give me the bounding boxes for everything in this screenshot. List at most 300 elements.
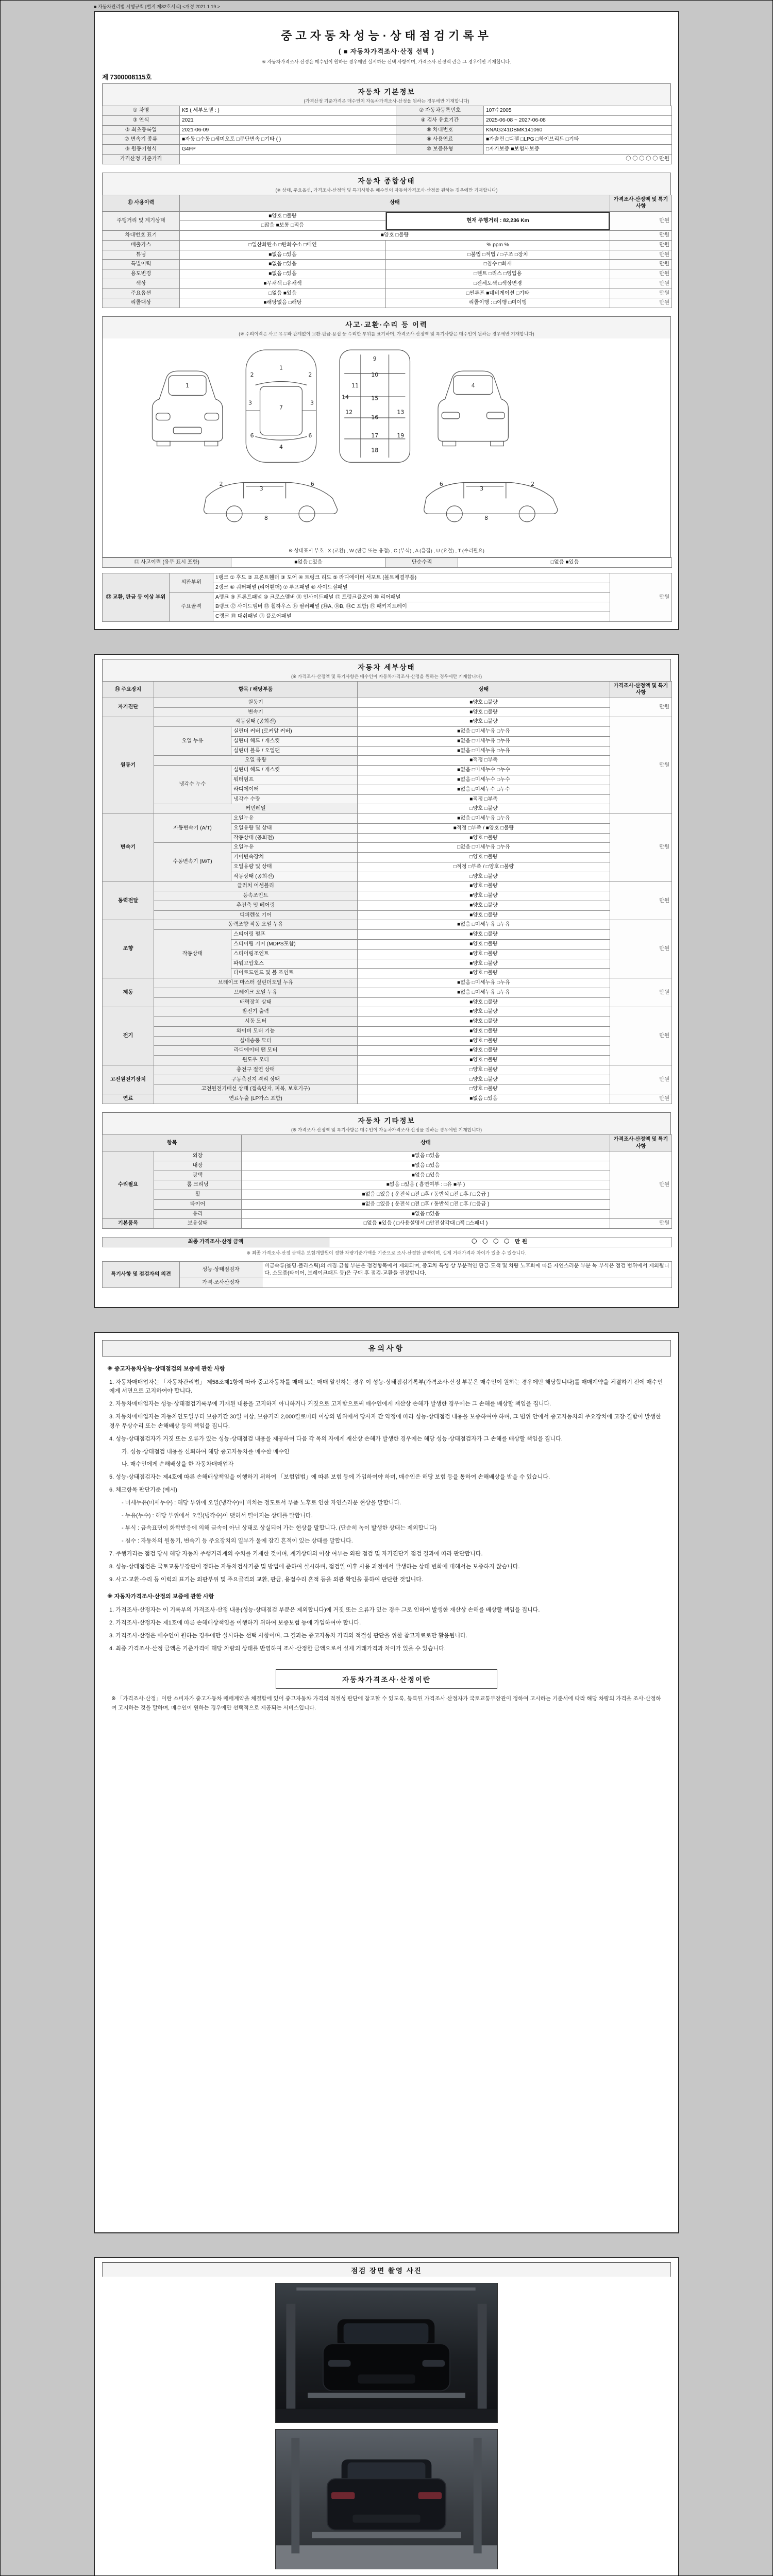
cell: 만원 <box>610 269 672 279</box>
cell: 가격산정 기준가격 <box>103 154 180 164</box>
detail-condition-table <box>102 681 672 1104</box>
cell: 원동기 <box>103 717 154 814</box>
checkbox-cell[interactable]: ■양호 □불량 <box>358 1036 610 1046</box>
checkbox-cell[interactable]: □양호 □불량 <box>358 1065 610 1075</box>
cell: 만원 <box>610 573 672 622</box>
checkbox-cell[interactable]: ■없음 □있음 <box>242 1161 610 1171</box>
diagram-part-number: 6 <box>439 481 443 488</box>
inspection-photo-front <box>275 2283 498 2423</box>
checkbox-cell[interactable]: ■없음 □미세누유 □누유 <box>358 746 610 756</box>
notice-title: 유의사항 <box>102 1340 671 1357</box>
cell: 커먼레일 <box>154 804 358 814</box>
cell: 만원 <box>610 814 672 882</box>
checkbox-cell[interactable]: ■양호 □불량 <box>358 833 610 843</box>
cell: 변속기 <box>154 707 358 717</box>
checkbox-cell[interactable]: □양호 □불량 <box>358 872 610 882</box>
cell: 실린더 커버 (로커암 커버) <box>231 727 358 737</box>
base-price: 〇 〇 〇 〇 〇 만원 <box>180 154 672 164</box>
table-row <box>103 115 672 125</box>
cell: 타이로드엔드 및 볼 조인트 <box>231 969 358 978</box>
notice-line: ※ 자동차가격조사·산정의 보증에 관한 사항 <box>107 1594 214 1600</box>
checkbox-cell[interactable]: ■없음 □있음 <box>242 1171 610 1180</box>
section-note-detail: (※ 가격조사·산정액 및 특기사항은 매수인이 자동차가격조사·산정을 원하는 경우에만 기재합니다) <box>291 673 482 679</box>
checkbox-cell[interactable]: ■양호 □불량 <box>358 930 610 940</box>
cell: 만원 <box>610 260 672 269</box>
checkbox-cell[interactable]: ■없음 □있음 <box>180 269 386 279</box>
document-number: 제 7300008115호 <box>102 74 152 81</box>
page-gap <box>1 2233 772 2257</box>
checkbox-cell[interactable]: □양호 □불량 <box>358 1075 610 1084</box>
checkbox-cell[interactable]: ■없음 □미세누유 □누유 <box>358 736 610 746</box>
cell: ③ 연식 <box>103 115 180 125</box>
table-row <box>103 1151 672 1161</box>
cell: ⑩ 보증유형 <box>396 145 484 155</box>
appraiser-opinion <box>262 1278 672 1288</box>
checkbox-cell[interactable]: ■양호 □불량 <box>358 939 610 949</box>
accident-parts-table <box>102 573 672 622</box>
checkbox-cell[interactable]: ■양호 □불량 <box>358 882 610 891</box>
checkbox-cell[interactable]: □없음 ■있음 <box>180 289 386 298</box>
notice-line: 1. 자동차매매업자는 「자동차관리법」 제58조제1항에 따라 중고자동차를 매매 또는 매매 알선하는 경우 이 성능·상태점검기록부(가격조사·산정 부분은 매수인이 원하는 경우에만 해당합니다)를 매매계약을 체결하기 전에 매수인에게 서면으로 고지하여야 합니다. <box>109 1379 663 1395</box>
table-row <box>103 882 672 891</box>
section-header-accident <box>102 316 671 338</box>
notice-line: 4. 최종 가격조사·산정 금액은 기준가격에 해당 차량의 상태를 반영하여 조사·산정한 금액으로서 실제 거래가격과 차이가 있을 수 있습니다. <box>109 1645 446 1652</box>
diagram-part-number: 18 <box>371 447 379 454</box>
table-row <box>103 698 672 707</box>
notice-line: 1. 가격조사·산정자는 이 기록부의 가격조사·산정 내용(성능·상태점검 부분은 제외합니다)에 거짓 또는 오류가 있는 경우 그로 인하여 발생한 재산상 손해를 배상할 책임을 집니다. <box>109 1607 540 1614</box>
table-row <box>103 1065 672 1075</box>
checkbox-cell[interactable]: ■양호 □불량 <box>358 997 610 1007</box>
table-row <box>103 125 672 135</box>
checkbox-cell[interactable]: □적정 □부족 / □양호 □불량 <box>358 862 610 872</box>
header-cell: 가격조사·산정액 및 특기사항 <box>610 1135 672 1151</box>
checkbox-cell[interactable]: ■양호 □불량 <box>358 698 610 707</box>
table-row <box>103 804 672 814</box>
table-row <box>103 978 672 988</box>
cell: 자기진단 <box>103 698 154 717</box>
cell: 제동 <box>103 978 154 1007</box>
table-row <box>103 1084 672 1094</box>
table-row <box>103 289 672 298</box>
car-side-view-right <box>424 483 558 522</box>
table-row <box>103 681 672 698</box>
table-row <box>103 1238 672 1247</box>
table-row <box>103 1036 672 1046</box>
cell: 주행거리 및 계기상태 <box>103 211 180 231</box>
cell: 특기사항 및 점검자의 의견 <box>103 1261 180 1287</box>
table-row <box>103 211 672 221</box>
table-row <box>103 756 672 766</box>
cell: 특별이력 <box>103 260 180 269</box>
price-appraisal-definition-title: 자동차가격조사·산정이란 <box>276 1669 497 1689</box>
checkbox-cell[interactable]: ■무채색 □유채색 <box>180 279 386 289</box>
table-row <box>103 1161 672 1171</box>
cell: ⑤ 최초등록일 <box>103 125 180 135</box>
table-row <box>103 260 672 269</box>
panel-photos <box>94 2257 679 2576</box>
notice-line: 5. 성능·상태점검자는 제4호에 따른 손해배상책임을 이행하기 위하여 「보험업법」에 따른 보험 등에 가입하여야 하며, 매수인은 해당 보험 등을 통하여 손해배상을 받을 수 있습니다. <box>109 1474 550 1481</box>
section-note-accident: (※ 수리이력은 사고 유무와 관계없이 교환·판금·용접 등 수리한 부위를 표기하며, 가격조사·산정액 및 특기사항은 매수인이 원하는 경우에만 기재합니다) <box>239 331 534 337</box>
cell: ① 차명 <box>103 106 180 116</box>
notice-line: - 부식 : 금속표면이 화학반응에 의해 금속이 아닌 상태로 상실되어 가는 현상을 말합니다. (단순히 녹이 발생한 상태는 제외합니다) <box>122 1525 436 1532</box>
cell: ⑥ 차대번호 <box>396 125 484 135</box>
table-row <box>103 269 672 279</box>
cell: 만원 <box>610 978 672 1007</box>
table-row <box>103 988 672 997</box>
checkbox-cell[interactable]: □썬루프 ■네비게이션 □기타 <box>386 289 610 298</box>
table-row <box>103 766 672 775</box>
cell: 용도변경 <box>103 269 180 279</box>
cell: 만원 <box>610 920 672 978</box>
cell: 색상 <box>103 279 180 289</box>
section-title-accident: 사고·교환·수리 등 이력 <box>345 321 428 329</box>
checkbox-cell[interactable]: ■없음 □있음 <box>180 250 386 260</box>
cell: 만원 <box>610 717 672 814</box>
checkbox-cell[interactable]: ■양호 □불량 <box>358 1007 610 1017</box>
cell: 최종 가격조사·산정 금액 <box>103 1238 329 1247</box>
section-header-overall <box>102 173 671 195</box>
cell: 단순수리 <box>386 558 458 568</box>
notice-line: - 침수 : 자동차의 원동기, 변속기 등 주요장치의 일부가 물에 잠긴 흔적이 있는 상태를 말합니다. <box>122 1538 353 1545</box>
checkbox-cell[interactable]: □전체도색 □색상변경 <box>386 279 610 289</box>
checkbox-cell[interactable]: □불법 □적법 / □구조 □장치 <box>386 250 610 260</box>
final-price-table <box>102 1237 672 1247</box>
diagram-legend: ※ 상태표시 부호 : X (교환) , W (판금 또는 용접) , C (부식) , A (흠집) , U (요철) , T (수리필요) <box>289 548 484 554</box>
diagram-part-number: 4 <box>279 444 283 451</box>
cell: 실내송풍 모터 <box>154 1036 358 1046</box>
diagram-part-number: 6 <box>308 432 312 439</box>
car-diagram-svg <box>129 343 644 545</box>
checkbox-cell[interactable]: ■없음 □있음 ( 운전석 □전 □후 / 동반석 □전 □후 / □응급 ) <box>242 1190 610 1200</box>
checkbox-cell[interactable]: ■양호 □불량 <box>180 231 610 241</box>
cell: 등속조인트 <box>154 891 358 901</box>
cell: 충전구 절연 상태 <box>154 1065 358 1075</box>
diagram-part-number: 17 <box>371 432 379 439</box>
checkbox-cell[interactable]: ■없음 □있음 <box>358 1094 610 1104</box>
cell: 타이어 <box>154 1199 242 1209</box>
cell: 브레이크 오일 누유 <box>154 988 358 997</box>
diagram-part-number: 6 <box>250 432 254 439</box>
header-cell: 상태 <box>180 195 610 211</box>
registration-number: 107수2005 <box>484 106 672 116</box>
header-cell: 가격조사·산정액 및 특기사항 <box>610 195 672 211</box>
document-title: 중고자동차성능·상태점검기록부 <box>281 29 492 42</box>
diagram-part-number: 4 <box>471 382 475 389</box>
table-row <box>103 145 672 155</box>
diagram-part-number: 16 <box>371 414 379 421</box>
checkbox-cell[interactable]: ■없음 □있음 <box>180 260 386 269</box>
notice-line: - 누유(누수) : 해당 부위에서 오일(냉각수)이 맺혀서 떨어지는 상태를 말합니다. <box>122 1512 313 1519</box>
car-side-view-left <box>204 483 337 522</box>
photo-front-illustration <box>276 2283 497 2422</box>
checkbox-cell[interactable]: ■적정 □부족 <box>358 756 610 766</box>
cell: 오일유량 및 상태 <box>231 862 358 872</box>
cell: ⑬ 교환, 판금 등 이상 부위 <box>103 573 170 622</box>
cell: C랭크 ⑮ 대쉬패널 ⑯ 플로어패널 <box>213 612 610 622</box>
checkbox-cell[interactable]: ■양호 □불량 <box>358 1056 610 1065</box>
panel-basic-info <box>94 11 679 630</box>
vin: KNAG241DBMK141060 <box>484 125 672 135</box>
cell: 원동기 <box>154 698 358 707</box>
section-title-basic: 자동차 기본정보 <box>358 88 415 96</box>
table-row <box>103 573 672 583</box>
table-row <box>103 920 672 930</box>
table-row <box>103 1094 672 1104</box>
checkbox-cell[interactable]: ■양호 □불량 <box>180 211 386 221</box>
diagram-part-number: 2 <box>250 371 254 379</box>
checkbox-cell[interactable]: ■없음 □미세누수 □누수 <box>358 766 610 775</box>
cell: 외판부위 <box>170 573 213 593</box>
checkbox-cell[interactable]: ■양호 □불량 <box>358 959 610 969</box>
cell: 스티어링조인트 <box>231 949 358 959</box>
cell: 추진축 및 베어링 <box>154 901 358 910</box>
diagram-part-number: 8 <box>484 515 489 522</box>
checkbox-cell[interactable]: ■적정 □부족 / ■양호 □불량 <box>358 823 610 833</box>
overall-condition-table <box>102 195 672 309</box>
checkbox-cell[interactable]: ■없음 □미세누유 □누유 <box>358 814 610 824</box>
table-row <box>103 1046 672 1056</box>
checkbox-cell[interactable]: ■없음 □있음 ( 흡연여부 : □유 ■무 ) <box>242 1180 610 1190</box>
cell: 냉각수 수량 <box>231 794 358 804</box>
checkbox-cell[interactable]: 리콜이행 : □이행 □미이행 <box>386 298 610 308</box>
final-price-note: ※ 최종 가격조사·산정 금액은 보험개발원이 정한 차량기준가액을 기준으로 조사·산정한 금액이며, 실제 거래가격과 차이가 있을 수 있습니다. <box>246 1250 527 1256</box>
header-cell: ⑭ 주요장치 <box>103 681 154 698</box>
cell: 배출가스 <box>103 240 180 250</box>
checkbox-cell[interactable]: ■해당없음 □해당 <box>180 298 386 308</box>
cell: 수리필요 <box>103 1151 154 1219</box>
cell: B랭크 ⑫ 사이드멤버 ⑬ 휠하우스 ⑭ 필러패널 (⑭A, ⑭B, ⑭C 포함) ⑲ 패키지트레이 <box>213 602 610 612</box>
diagram-part-number: 14 <box>342 394 349 401</box>
table-row <box>103 250 672 260</box>
cell: 수동변속기 (M/T) <box>154 843 231 882</box>
checkbox-cell[interactable]: ■없음 □있음 <box>242 1151 610 1161</box>
cell: 만원 <box>610 211 672 231</box>
checkbox-cell[interactable]: ■양호 □불량 <box>358 949 610 959</box>
cell: 광택 <box>154 1171 242 1180</box>
cell: 스티어링 펌프 <box>231 930 358 940</box>
panel-notice <box>94 1332 679 2233</box>
cell: 1랭크 ① 후드 ② 프론트휀더 ③ 도어 ④ 트렁크 리드 ⑤ 라디에이터 서포트 (볼트체결부품) <box>213 573 610 583</box>
table-row <box>103 1209 672 1219</box>
checkbox-cell[interactable]: ■없음 □미세누수 □누수 <box>358 785 610 794</box>
checkbox-cell[interactable]: □자가보증 ■보험사보증 <box>484 145 672 155</box>
checkbox-cell[interactable]: ■양호 □불량 <box>358 717 610 727</box>
table-row <box>103 106 672 116</box>
cell: 유리 <box>154 1209 242 1219</box>
checkbox-cell[interactable]: ■없음 □미세누수 □누수 <box>358 775 610 785</box>
table-row <box>103 1199 672 1209</box>
notice-line: 3. 가격조사·산정은 매수인이 원하는 경우에만 실시하는 선택 사항이며, 그 결과는 중고자동차 가격의 적절성 판단을 위한 참고자료로만 활용됩니다. <box>109 1632 467 1639</box>
cell: 자동변속기 (A/T) <box>154 814 231 843</box>
checkbox-cell[interactable]: ■양호 □불량 <box>358 910 610 920</box>
cell: 보유상태 <box>154 1219 242 1229</box>
notice-line: 3. 자동차매매업자는 자동차인도일부터 보증기간 30일 이상, 보증거리 2,000킬로미터 이상의 범위에서 당사자 간 약정에 따라 성능·상태점검 내용을 보증하여야 하며, 그 범위 안에서 중고자동차의 주요장치에 고장·결함이 발생한 경우 무상수리 또는 손해배상 등의 책임을 집니다. <box>109 1414 661 1429</box>
cell: 워터펌프 <box>231 775 358 785</box>
table-row <box>103 558 672 568</box>
notice-line: - 미세누유(미세누수) : 해당 부위에 오일(냉각수)이 비치는 정도로서 부품 노후로 인한 자연스러운 현상을 말합니다. <box>122 1499 401 1506</box>
cell: 오일유량 및 상태 <box>231 823 358 833</box>
notice-line: 6. 체크항목 판단기준 (예시) <box>109 1486 177 1493</box>
diagram-part-number: 3 <box>310 399 314 406</box>
cell: 만원 <box>610 289 672 298</box>
accident-history-table <box>102 557 672 568</box>
header-cell: ⑪ 사용이력 <box>103 195 180 211</box>
checkbox-cell[interactable]: ■없음 □미세누유 □누유 <box>358 988 610 997</box>
car-damage-diagram <box>102 338 671 557</box>
cell: 전기 <box>103 1007 154 1065</box>
table-row <box>103 1180 672 1190</box>
table-row <box>103 727 672 737</box>
cell: 룸 크리닝 <box>154 1180 242 1190</box>
current-mileage: 현재 주행거리 : 82,236 Km <box>386 211 610 231</box>
checkbox-cell[interactable]: ■없음 □미세누유 □누유 <box>358 727 610 737</box>
table-row <box>103 997 672 1007</box>
table-row <box>103 231 672 241</box>
cell: 조향 <box>103 920 154 978</box>
checkbox-cell[interactable]: □양호 □불량 <box>358 853 610 862</box>
diagram-part-number: 15 <box>371 395 379 402</box>
cell: ② 자동차등록번호 <box>396 106 484 116</box>
cell: 발전기 출력 <box>154 1007 358 1017</box>
basic-info-table <box>102 106 672 164</box>
cell: 주요골격 <box>170 592 213 621</box>
checkbox-cell[interactable]: □없음 ■있음 <box>458 558 672 568</box>
notice-line: 8. 성능·상태점검은 국토교통부장관이 정하는 자동차검사기준 및 방법에 준하여 실시하며, 점검일 이후 사용 과정에서 발생하는 상태 변화에 대해서는 보증하지 않습니다. <box>109 1563 520 1570</box>
checkbox-cell[interactable]: □양호 □불량 <box>358 804 610 814</box>
cell: 오일누유 <box>231 814 358 824</box>
checkbox-cell[interactable]: □양호 □불량 <box>358 1084 610 1094</box>
notice-line: 4. 성능·상태점검자가 거짓 또는 오류가 있는 성능·상태점검 내용을 제공하여 다음 각 목의 자에게 재산상 손해가 발생한 경우에는 해당 성능·상태점검자가 그 손해를 배상할 책임을 집니다. <box>109 1435 563 1442</box>
table-row <box>103 901 672 910</box>
header-cell: 상태 <box>358 681 610 698</box>
cell: 오일누유 <box>231 843 358 853</box>
section-note-basic: (가격산정 기준가격은 매수인이 자동차가격조사·산정을 원하는 경우에만 기재합니다) <box>304 98 469 104</box>
cell: 파워고압호스 <box>231 959 358 969</box>
diagram-part-number: 11 <box>351 382 359 389</box>
checkbox-cell[interactable]: □렌트 □리스 □영업용 <box>386 269 610 279</box>
cell: K5 ( 세부모델 : ) <box>180 106 396 116</box>
table-row <box>103 1026 672 1036</box>
cell: 동력전달 <box>103 882 154 920</box>
diagram-part-number: 2 <box>219 481 223 488</box>
checkbox-cell[interactable]: □많음 ■보통 □적음 <box>180 221 386 231</box>
price-appraisal-definition-body: ※ 「가격조사·산정」이란 소비자가 중고자동차 매매계약을 체결함에 있어 중고자동차 가격의 적절성 판단에 참고할 수 있도록, 등록된 가격조사·산정자가 국토교통부장관이 정하여 고시하는 기준서에 따라 해당 차량의 가격을 조사·산정하여 고지하는 것을 말하며, 매수인이 원하는 경우에만 선택적으로 제공되는 서비스입니다. <box>111 1695 661 1711</box>
panel-detail-condition <box>94 654 679 1308</box>
table-row <box>103 814 672 824</box>
diagram-part-number: 19 <box>397 432 405 439</box>
diagram-part-number: 2 <box>531 481 535 488</box>
checkbox-cell[interactable]: ■가솔린 □디젤 □LPG □하이브리드 □기타 <box>484 135 672 145</box>
checkbox-cell[interactable]: ■양호 □불량 <box>358 1017 610 1027</box>
section-title-detail: 자동차 세부상태 <box>358 663 415 671</box>
inspector-opinion-table <box>102 1261 672 1288</box>
header-cell: 가격조사·산정액 및 특기사항 <box>610 681 672 698</box>
diagram-part-number: 8 <box>264 515 268 522</box>
checkbox-cell[interactable]: ■적정 □부족 <box>358 794 610 804</box>
cell: 구동축전지 격리 상태 <box>154 1075 358 1084</box>
cell: 가격·조사산정자 <box>180 1278 262 1288</box>
checkbox-cell[interactable]: ■양호 □불량 <box>358 969 610 978</box>
cell: 작동상태 (공회전) <box>231 872 358 882</box>
cell: 만원 <box>610 298 672 308</box>
checkbox-cell[interactable]: □침수 □화재 <box>386 260 610 269</box>
cell: 오일 누유 <box>154 727 231 756</box>
table-row <box>103 592 672 602</box>
section-header-photos <box>102 2262 671 2277</box>
cell: 실린더 헤드 / 개스킷 <box>231 736 358 746</box>
cell: 만원 <box>610 231 672 241</box>
diagram-part-number: 7 <box>279 404 283 411</box>
checkbox-cell[interactable]: ■양호 □불량 <box>358 1026 610 1036</box>
table-row <box>103 195 672 211</box>
cell: 2랭크 ⑥ 쿼터패널 (리어휀더) ⑦ 루프패널 ⑧ 사이드실패널 <box>213 583 610 592</box>
checkbox-cell[interactable]: ■없음 □미세누유 □누유 <box>358 920 610 930</box>
cell: 작동상태 (공회전) <box>154 717 358 727</box>
checkbox-cell[interactable]: □없음 ■있음 ( □사용설명서 □안전삼각대 □잭 □스패너 ) <box>242 1219 610 1229</box>
checkbox-cell[interactable]: ■없음 □있음 <box>242 1209 610 1219</box>
cell: 휠 <box>154 1190 242 1200</box>
cell: 기본품목 <box>103 1219 154 1229</box>
cell: 만원 <box>610 240 672 250</box>
checkbox-cell[interactable]: □일산화탄소 □탄화수소 □매연 <box>180 240 386 250</box>
cell: 차대번호 표기 <box>103 231 180 241</box>
cell: 고전원전기배선 상태 (접속단자, 피복, 보호기구) <box>154 1084 358 1094</box>
table-row <box>103 135 672 145</box>
cell: A랭크 ⑨ 프론트패널 ⑩ 크로스멤버 ⑪ 인사이드패널 ⑰ 트렁크플로어 ⑱ 리어패널 <box>213 592 610 602</box>
cell: 배력장치 상태 <box>154 997 358 1007</box>
cell: 라디에이터 <box>231 785 358 794</box>
table-row <box>103 843 672 853</box>
notice-line: ※ 중고자동차성능·상태점검의 보증에 관한 사항 <box>107 1365 225 1372</box>
diagram-part-number: 6 <box>310 481 314 488</box>
section-note-etc: (※ 가격조사·산정액 및 특기사항은 매수인이 자동차가격조사·산정을 원하는 경우에만 기재합니다) <box>291 1127 482 1132</box>
cell: 튜닝 <box>103 250 180 260</box>
diagram-part-number: 13 <box>397 409 405 416</box>
checkbox-cell[interactable]: ■자동 □수동 □세미오토 □무단변속 □기타 ( ) <box>180 135 396 145</box>
checkbox-cell[interactable]: ■양호 □불량 <box>358 1046 610 1056</box>
diagram-part-number: 1 <box>186 382 190 389</box>
cell: 작동상태 (공회전) <box>231 833 358 843</box>
checkbox-cell[interactable]: ■양호 □불량 <box>358 901 610 910</box>
table-row <box>103 891 672 901</box>
final-price: 〇 〇 〇 〇 만원 <box>329 1238 672 1247</box>
cell: 클러치 어셈블리 <box>154 882 358 891</box>
header-cell: 항목 <box>103 1135 242 1151</box>
cell: ⑧ 사용연료 <box>396 135 484 145</box>
checkbox-cell[interactable]: ■없음 □미세누유 □누유 <box>358 978 610 988</box>
checkbox-cell[interactable]: ■양호 □불량 <box>358 707 610 717</box>
cell: 만원 <box>610 1007 672 1065</box>
cell: 만원 <box>610 1151 672 1219</box>
table-row <box>103 279 672 289</box>
cell: 내장 <box>154 1161 242 1171</box>
checkbox-cell[interactable]: □없음 □미세누유 □누유 <box>358 843 610 853</box>
diagram-part-number: 3 <box>480 485 484 493</box>
table-row <box>103 1075 672 1084</box>
checkbox-cell[interactable]: ■양호 □불량 <box>358 891 610 901</box>
table-row <box>103 1171 672 1180</box>
checkbox-cell[interactable]: ■없음 □있음 ( 운전석 □전 □후 / 동반석 □전 □후 / □응급 ) <box>242 1199 610 1209</box>
table-row <box>103 1135 672 1151</box>
header-cell: 상태 <box>242 1135 610 1151</box>
cell: 와이퍼 모터 기능 <box>154 1026 358 1036</box>
checkbox-cell[interactable]: ■없음 □있음 <box>231 558 386 568</box>
cell: 작동상태 <box>154 930 231 978</box>
cell: 만원 <box>610 1219 672 1229</box>
table-row <box>103 1261 672 1278</box>
table-row <box>103 1190 672 1200</box>
cell: 만원 <box>610 1065 672 1094</box>
